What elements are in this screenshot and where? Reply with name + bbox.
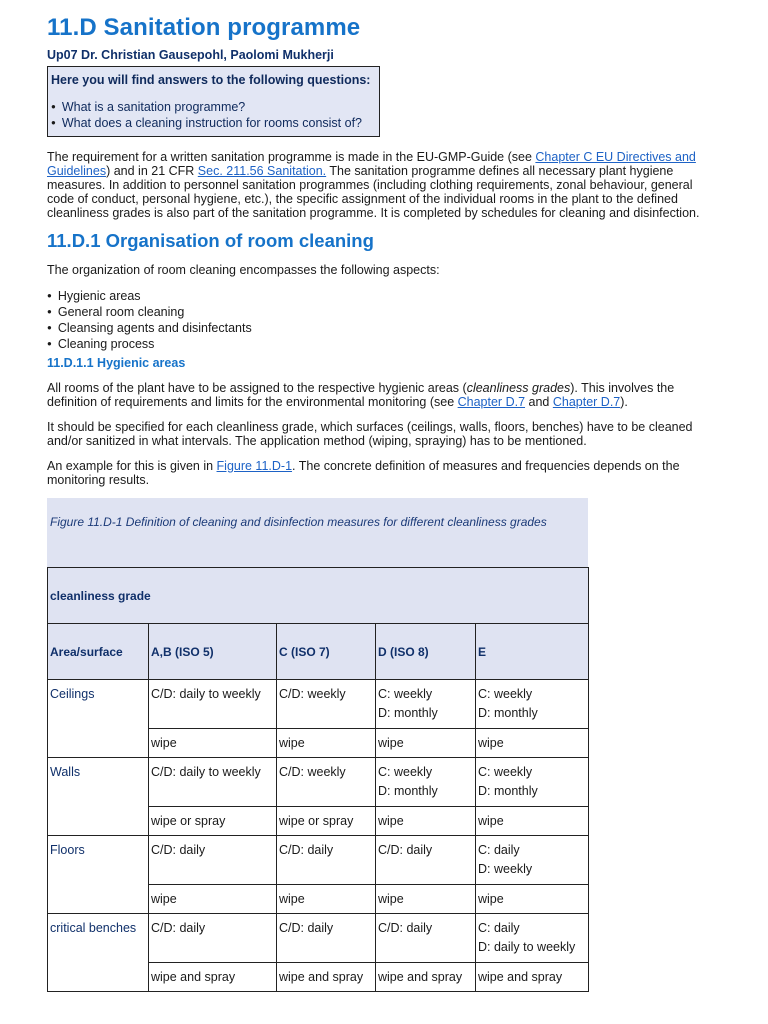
method-cell: wipe or spray (277, 807, 376, 836)
aspect-item: ● Cleaning process (47, 336, 252, 352)
example-paragraph (47, 459, 723, 487)
method-cell: wipe and spray (376, 963, 476, 992)
method-cell: wipe and spray (277, 963, 376, 992)
link-chapter-d7[interactable]: Chapter D.7 (457, 395, 526, 409)
table-row (48, 836, 589, 885)
subsection-heading: 11.D.1.1 Hygienic areas (47, 356, 186, 370)
column-header: E (476, 624, 589, 680)
method-cell: wipe (376, 885, 476, 914)
method-cell: wipe (476, 885, 589, 914)
body-text: and (525, 395, 553, 409)
questions-list (51, 99, 379, 131)
method-cell: wipe (376, 807, 476, 836)
column-header: Area/surface (48, 624, 149, 680)
method-cell: wipe or spray (149, 807, 277, 836)
question-item: ● What does a cleaning instruction for rooms consist of? (51, 115, 379, 131)
frequency-cell: C/D: daily (376, 914, 476, 963)
hygienic-areas-paragraph (47, 381, 723, 409)
link-chapter-c[interactable]: Chapter C EU Directives and Guidelines (47, 150, 696, 178)
frequency-cell: C: weekly D: monthly (376, 758, 476, 807)
frequency-cell: C/D: daily to weekly (149, 758, 277, 807)
table-row (48, 758, 589, 807)
area-cell: Floors (48, 836, 149, 914)
body-text: An example for this is given in (47, 459, 217, 473)
aspect-item: ● Cleansing agents and disinfectants (47, 320, 252, 336)
area-cell: Walls (48, 758, 149, 836)
frequency-cell: C/D: daily (149, 914, 277, 963)
method-cell: wipe (149, 729, 277, 758)
body-text: ). This involves the definition of requirements and limits for the environmental monitoring (see (47, 381, 675, 409)
method-cell: wipe (476, 807, 589, 836)
link-chapter-d7-second[interactable]: Chapter D.7 (552, 395, 621, 409)
frequency-cell: C/D: daily (149, 836, 277, 885)
intro-text: ) and in 21 CFR (106, 164, 198, 178)
method-cell: wipe (149, 885, 277, 914)
table-group-header-row (48, 568, 589, 624)
method-cell: wipe (277, 885, 376, 914)
frequency-cell: C/D: weekly (277, 680, 376, 729)
link-figure-11-d-1[interactable]: Figure 11.D-1 (216, 459, 293, 473)
link-sec-211-56[interactable]: Sec. 211.56 Sanitation. (197, 164, 327, 178)
table-column-header-row (48, 624, 589, 680)
frequency-cell: C/D: daily (277, 836, 376, 885)
group-header-cell: cleanliness grade (48, 568, 589, 624)
column-header: C (ISO 7) (277, 624, 376, 680)
table-row (48, 914, 589, 963)
frequency-cell: C/D: daily (277, 914, 376, 963)
emphasis-text: cleanliness grades (466, 381, 571, 395)
question-item: ● What is a sanitation programme? (51, 99, 379, 115)
column-header: D (ISO 8) (376, 624, 476, 680)
frequency-cell: C: weekly D: monthly (476, 680, 589, 729)
intro-text: The sanitation programme defines all necessary plant hygiene measures. In addition to personnel sanitation programmes (including clothing requirements, zonal behaviour, general code of conduct, personal hygiene, etc.), the specific assignment of the individual rooms in the plant to the defined cleanliness grades is also part of the sanitation programme. It is completed by schedules for cleaning and disinfection. (47, 164, 700, 220)
cleaning-table (47, 567, 589, 992)
aspect-item: ● General room cleaning (47, 304, 252, 320)
table-row (48, 680, 589, 729)
frequency-cell: C: daily D: weekly (476, 836, 589, 885)
frequency-cell: C/D: daily (376, 836, 476, 885)
intro-paragraph (47, 150, 723, 220)
method-cell: wipe (476, 729, 589, 758)
intro-text: The requirement for a written sanitation programme is made in the EU-GMP-Guide (see (47, 150, 536, 164)
section-intro: The organization of room cleaning encompasses the following aspects: (47, 263, 440, 277)
section-heading: 11.D.1 Organisation of room cleaning (47, 230, 374, 251)
aspect-item: ● Hygienic areas (47, 288, 252, 304)
questions-title: Here you will find answers to the following questions: (51, 73, 371, 87)
column-header: A,B (ISO 5) (149, 624, 277, 680)
area-cell: Ceilings (48, 680, 149, 758)
body-text: All rooms of the plant have to be assigned to the respective hygienic areas ( (47, 381, 467, 395)
frequency-cell: C/D: daily to weekly (149, 680, 277, 729)
page-title: 11.D Sanitation programme (47, 14, 361, 41)
method-cell: wipe and spray (149, 963, 277, 992)
body-text: . The concrete definition of measures and frequencies depends on the monitoring results. (47, 459, 680, 487)
frequency-cell: C: weekly D: monthly (376, 680, 476, 729)
questions-box (47, 66, 380, 137)
frequency-cell: C: daily D: daily to weekly (476, 914, 589, 963)
aspects-list (47, 288, 252, 352)
authors-line: Up07 Dr. Christian Gausepohl, Paolomi Mukherji (47, 48, 334, 62)
method-cell: wipe (277, 729, 376, 758)
frequency-cell: C: weekly D: monthly (476, 758, 589, 807)
area-cell: critical benches (48, 914, 149, 992)
method-cell: wipe (376, 729, 476, 758)
figure-caption-band (47, 498, 588, 568)
figure-caption: Figure 11.D-1 Definition of cleaning and disinfection measures for different cleanliness grades (50, 515, 547, 529)
body-text: ). (620, 395, 628, 409)
method-cell: wipe and spray (476, 963, 589, 992)
cleanliness-paragraph: It should be specified for each cleanliness grade, which surfaces (ceilings, walls, floors, benches) have to be cleaned and/or sanitized in what intervals. The application method (wiping, spraying) has to be mentioned. (47, 420, 693, 448)
frequency-cell: C/D: weekly (277, 758, 376, 807)
